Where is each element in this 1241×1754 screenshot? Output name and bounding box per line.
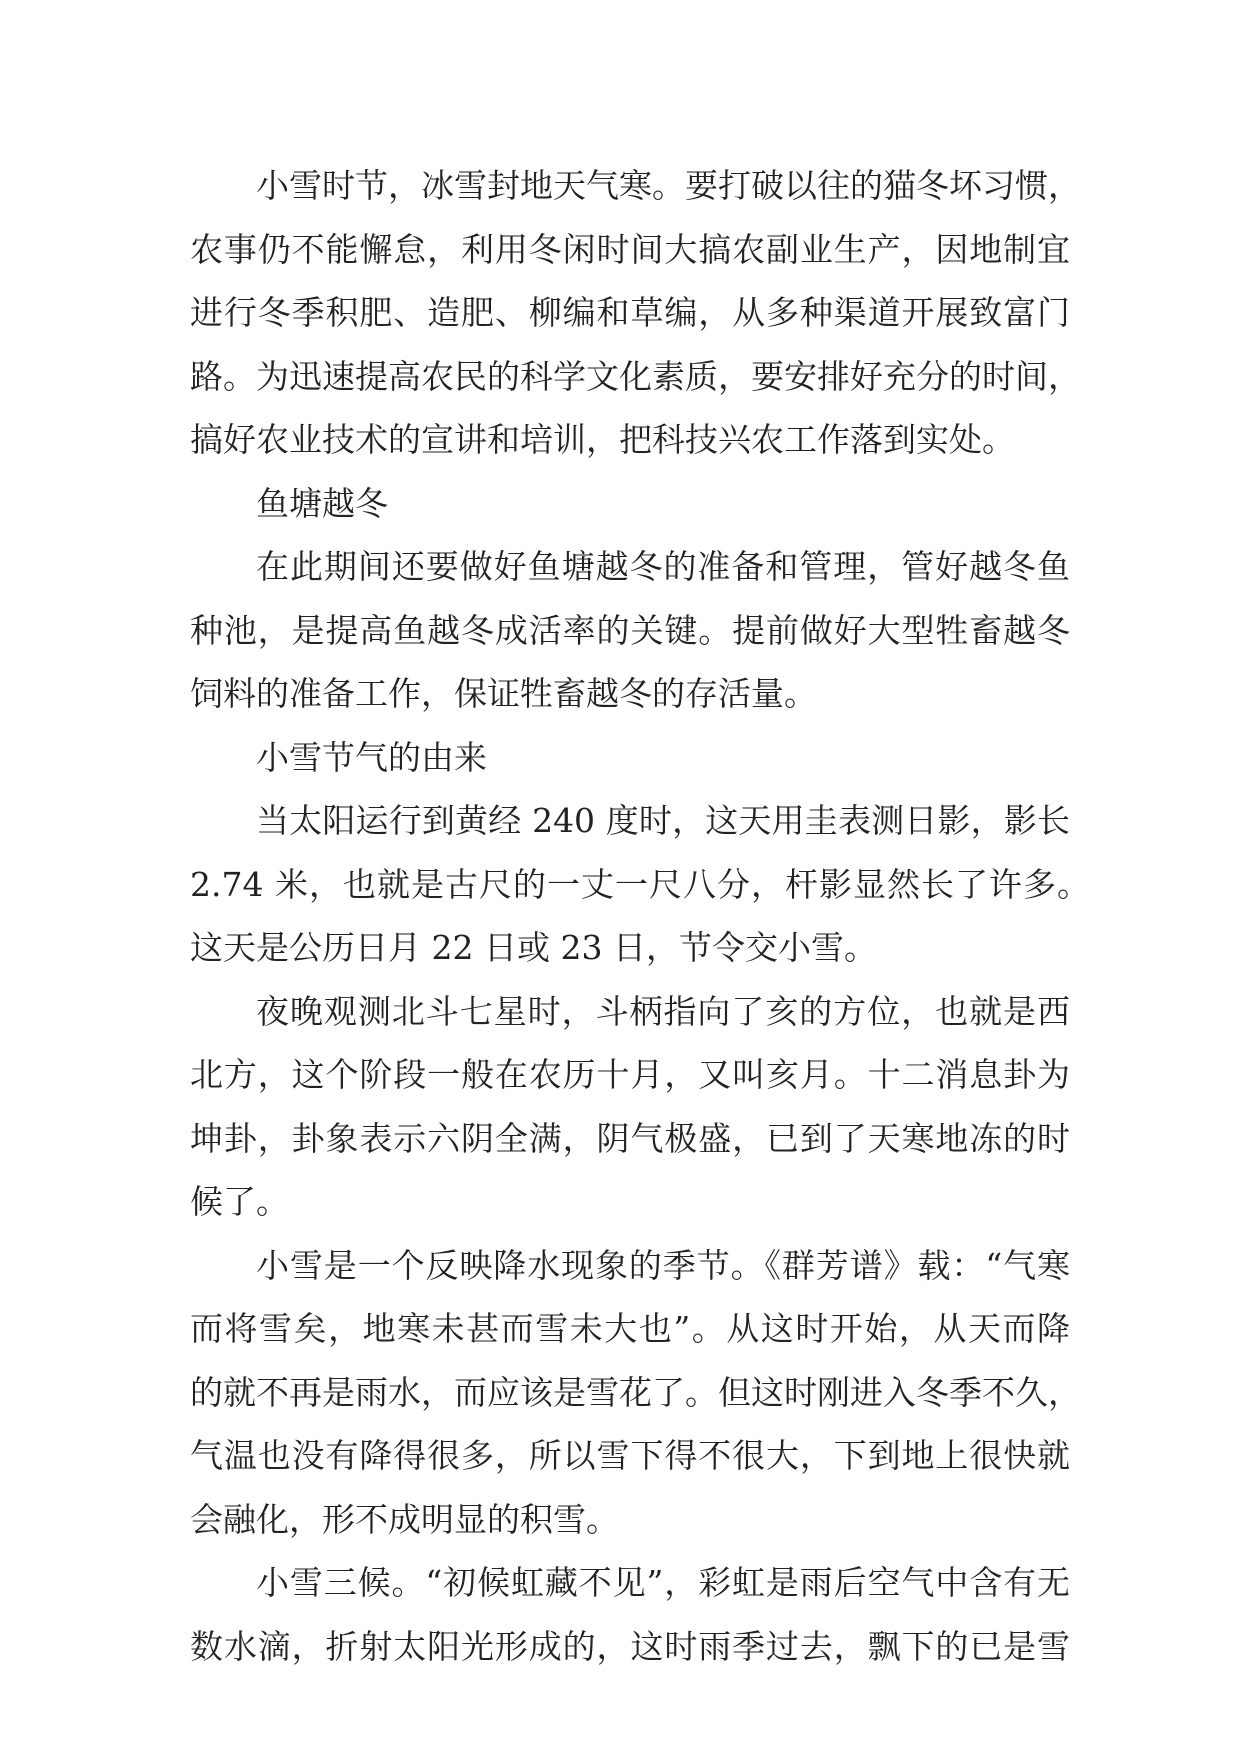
text-line: 种池，是提高鱼越冬成活率的关键。提前做好大型牲畜越冬 bbox=[190, 610, 1070, 650]
text-line: 小雪三候。“初候虹藏不见”，彩虹是雨后空气中含有无 bbox=[256, 1563, 1070, 1602]
section-heading: 鱼塘越冬 bbox=[256, 483, 388, 523]
text-line: 会融化，形不成明显的积雪。 bbox=[190, 1499, 619, 1539]
text-line: 小雪是一个反映降水现象的季节。《群芳谱》载：“气寒 bbox=[256, 1245, 1070, 1285]
text-line: 当太阳运行到黄经 240 度时，这天用圭表测日影，影长 bbox=[256, 801, 1070, 840]
section-heading: 小雪节气的由来 bbox=[256, 737, 487, 777]
text-line: 坤卦，卦象表示六阴全满，阴气极盛，已到了天寒地冻的时 bbox=[190, 1118, 1070, 1158]
text-line: 小雪时节，冰雪封地天气寒。要打破以往的猫冬坏习惯， bbox=[256, 166, 1081, 205]
text-line: 这天是公历日月 22 日或 23 日，节令交小雪。 bbox=[190, 928, 877, 967]
text-line: 而将雪矣，地寒未甚而雪未大也”。从这时开始，从天而降 bbox=[190, 1309, 1070, 1348]
text-line: 气温也没有降得很多，所以雪下得不很大，下到地上很快就 bbox=[190, 1436, 1070, 1475]
text-line: 在此期间还要做好鱼塘越冬的准备和管理，管好越冬鱼 bbox=[256, 547, 1070, 586]
document-body bbox=[190, 154, 1090, 1678]
text-line: 2.74 米，也就是古尺的一丈一尺八分，杆影显然长了许多。 bbox=[190, 864, 1090, 904]
text-line: 农事仍不能懈怠，利用冬闲时间大搞农副业生产，因地制宜 bbox=[190, 229, 1070, 269]
text-line: 搞好农业技术的宣讲和培训，把科技兴农工作落到实处。 bbox=[190, 420, 1015, 459]
text-line: 饲料的准备工作，保证牲畜越冬的存活量。 bbox=[190, 674, 817, 713]
text-line: 数水滴，折射太阳光形成的，这时雨季过去，飘下的已是雪 bbox=[190, 1626, 1070, 1666]
paragraph bbox=[190, 789, 1090, 980]
text-line: 候了。 bbox=[190, 1182, 289, 1221]
paragraph bbox=[190, 535, 1070, 726]
paragraph bbox=[190, 1234, 1081, 1552]
paragraph bbox=[190, 980, 1070, 1234]
text-line: 夜晚观测北斗七星时，斗柄指向了亥的方位，也就是西 bbox=[256, 991, 1070, 1031]
text-line: 路。为迅速提高农民的科学文化素质，要安排好充分的时间， bbox=[190, 356, 1081, 396]
text-line: 北方，这个阶段一般在农历十月，又叫亥月。十二消息卦为 bbox=[190, 1055, 1070, 1094]
paragraph bbox=[190, 154, 1081, 472]
text-line: 进行冬季积肥、造肥、柳编和草编，从多种渠道开展致富门 bbox=[190, 293, 1070, 332]
text-line: 的就不再是雨水，而应该是雪花了。但这时刚进入冬季不久， bbox=[190, 1372, 1081, 1412]
paragraph bbox=[190, 1551, 1070, 1678]
